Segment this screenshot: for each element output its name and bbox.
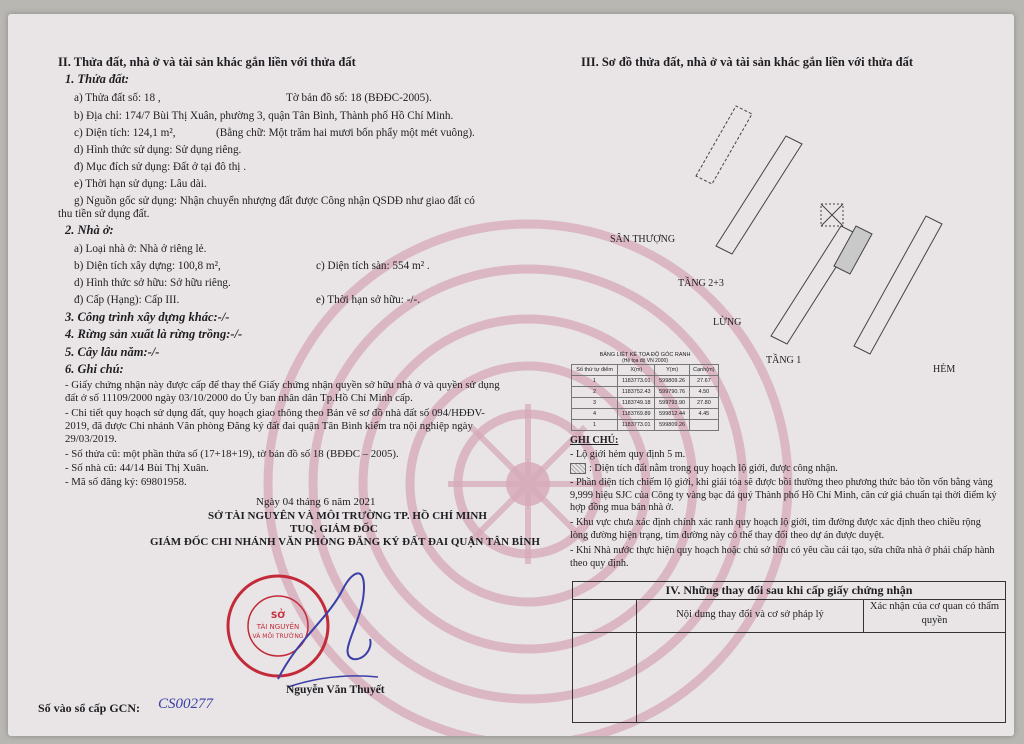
hatch-symbol <box>570 463 586 474</box>
legend-item-5: - Khi Nhà nước thực hiện quy hoạch hoặc chủ sở hữu có yêu cầu cải tạo, sửa chữa nhà ở phải chấp hành theo quy định. <box>570 545 995 569</box>
svg-text:VÀ MÔI TRƯỜNG: VÀ MÔI TRƯỜNG <box>252 633 304 640</box>
section-ii-title: II. Thửa đất, nhà ở và tài sản khác gắn liền với thửa đất <box>58 55 356 69</box>
legend-item-2 <box>570 463 1000 476</box>
issuing-authority: TUQ. GIÁM ĐỐC <box>290 523 378 535</box>
land-use-term: e) Thời hạn sử dụng: Lâu dài. <box>74 178 207 190</box>
coord-header: Y(m) <box>655 365 689 376</box>
land-heading: 1. Thửa đất: <box>65 72 130 86</box>
label-alley: HẺM <box>933 364 956 375</box>
note-5: - Mã số đăng ký: 69801958. <box>65 476 187 488</box>
label-floor-2-3: TẦNG 2+3 <box>678 278 724 289</box>
note-4: - Số nhà cũ: 44/14 Bùi Thị Xuân. <box>65 462 209 474</box>
signature <box>258 559 388 699</box>
note-3: - Số thửa cũ: một phần thửa số (17+18+19), tờ bản đồ số 18 (BĐĐC – 2005). <box>65 448 399 460</box>
changes-table-title: IV. Những thay đổi sau khi cấp giấy chứng nhận <box>573 582 1005 600</box>
section-forest: 4. Rừng sản xuất là rừng trồng:-/- <box>65 327 243 341</box>
land-area-words: (Bằng chữ: Một trăm hai mươi bốn phẩy một mét vuông). <box>216 127 475 139</box>
land-origin: g) Nguồn gốc sử dụng: Nhận chuyển nhượng đất được Công nhận QSDĐ như giao đất có <box>74 195 475 207</box>
coord-row: 1 1183773.01 599809.26 27.67 <box>572 376 719 387</box>
legend-item-4: - Khu vực chưa xác định chính xác ranh quy hoạch lộ giới, tim đường được xác định theo chiều rộng lòng đường hiện trạng, tim đường này có thể thay đổi theo dự án được duyệt. <box>570 517 981 541</box>
house-type: a) Loại nhà ở: Nhà ở riêng lẻ. <box>74 243 207 255</box>
changes-blank-column <box>573 600 637 722</box>
gcn-label: Số vào sổ cấp GCN: <box>38 701 141 715</box>
issuing-branch: GIÁM ĐỐC CHI NHÁNH VĂN PHÒNG ĐĂNG KÝ ĐẤT ĐAI QUẬN TÂN BÌNH <box>150 536 540 548</box>
coord-title: BẢNG LIỆT KÊ TỌA ĐỘ GÓC RANH <box>599 352 691 358</box>
land-area: c) Diện tích: 124,1 m², <box>74 127 176 139</box>
issuing-org: SỞ TÀI NGUYÊN VÀ MÔI TRƯỜNG TP. HỒ CHÍ MINH <box>208 510 487 522</box>
section-other-works: 3. Công trình xây dựng khác:-/- <box>65 310 230 324</box>
house-grade: đ) Cấp (Hạng): Cấp III. <box>74 294 180 306</box>
coord-row: 1 1183773.01 599809.26 <box>572 420 719 431</box>
legend-title: GHI CHÚ: <box>570 435 619 446</box>
coord-row: 2 1183752.43 599790.76 4.50 <box>572 387 719 398</box>
label-rooftop: SÂN THƯỢNG <box>610 234 676 245</box>
land-use-purpose: đ) Mục đích sử dụng: Đất ở tại đô thị . <box>74 161 247 173</box>
house-term: e) Thời hạn sở hữu: -/-. <box>316 294 421 306</box>
changes-row-divider <box>573 632 1005 633</box>
svg-text:SỞ: SỞ <box>270 611 286 621</box>
coord-subtitle: (Hệ tọa độ VN 2000) <box>622 358 668 364</box>
changes-col-content: Nội dung thay đổi và cơ sở pháp lý <box>637 600 864 632</box>
changes-table <box>572 581 1006 723</box>
note-1: - Giấy chứng nhận này được cấp để thay thế Giấy chứng nhận quyền sở hữu nhà ở và quyền sử dụng đất ở số 11109/2000 ngày 03/10/2000 do Ủy ban nhân dân Tp.Hồ Chí Minh cấp. <box>65 379 500 404</box>
signer-name: Nguyễn Văn Thuyết <box>286 684 385 696</box>
note-2: - Chi tiết quy hoạch sử dụng đất, quy hoạch giao thông theo Bản vẽ sơ đồ nhà đất số 094/HĐĐV-2019, đã được Chi nhánh Văn phòng Đăng ký đất đai quận Tân Bình kiểm tra nội nghiệp ngày 29/03/2019. <box>65 407 485 445</box>
land-address: b) Địa chỉ: 174/7 Bùi Thị Xuân, phường 3, quận Tân Bình, Thành phố Hồ Chí Minh. <box>74 110 454 122</box>
plot-diagram <box>656 96 986 356</box>
coord-header: Cạnh(m) <box>689 365 718 376</box>
land-origin-cont: thu tiền sử dụng đất. <box>58 208 150 220</box>
section-perennial: 5. Cây lâu năm:-/- <box>65 345 160 359</box>
coord-header: Số thứ tự điểm <box>572 365 618 376</box>
coord-row: 3 1183749.18 599793.90 27.80 <box>572 398 719 409</box>
certificate-document <box>8 14 1014 736</box>
coord-row: 4 1183769.89 599812.44 4.45 <box>572 409 719 420</box>
issue-date: Ngày 04 tháng 6 năm 2021 <box>256 496 376 508</box>
label-lung: LỪNG <box>713 317 742 328</box>
house-build-area: b) Diện tích xây dựng: 100,8 m², <box>74 260 221 272</box>
coord-header: X(m) <box>618 365 655 376</box>
changes-col-confirm: Xác nhận của cơ quan có thẩm quyền <box>869 601 1000 626</box>
legend-item-1: - Lộ giới hẻm quy định 5 m. <box>570 449 686 460</box>
land-map-sheet: Tờ bản đồ số: 18 (BĐĐC-2005). <box>286 92 432 104</box>
coordinate-table <box>571 352 719 431</box>
legend-item-2-text: : Diện tích đất nằm trong quy hoạch lộ giới, được công nhận. <box>589 463 838 474</box>
section-notes: 6. Ghi chú: <box>65 362 124 376</box>
house-ownership: d) Hình thức sở hữu: Sở hữu riêng. <box>74 277 231 289</box>
house-floor-area: c) Diện tích sàn: 554 m² . <box>316 260 430 272</box>
land-use-form: d) Hình thức sử dụng: Sử dụng riêng. <box>74 144 242 156</box>
legend-item-3: - Phần diện tích chiếm lộ giới, khi giải tỏa sẽ được bồi thường theo phương thức bảo tồn vốn bằng vàng 9,999 hiệu SJC của Công ty vàng bạc đá quý Thành phố Hồ Chí Minh, căn cứ giá chuẩn tại thời điểm ký hợp đồng mua bán nhà ở. <box>570 477 997 513</box>
land-parcel-no: a) Thửa đất số: 18 , <box>74 92 161 104</box>
label-floor-1: TẦNG 1 <box>766 355 802 366</box>
gcn-number: CS00277 <box>158 696 214 712</box>
house-heading: 2. Nhà ở: <box>65 223 114 237</box>
svg-text:TÀI NGUYÊN: TÀI NGUYÊN <box>256 623 300 631</box>
section-iii-title: III. Sơ đồ thửa đất, nhà ở và tài sản khác gắn liền với thửa đất <box>581 55 914 69</box>
